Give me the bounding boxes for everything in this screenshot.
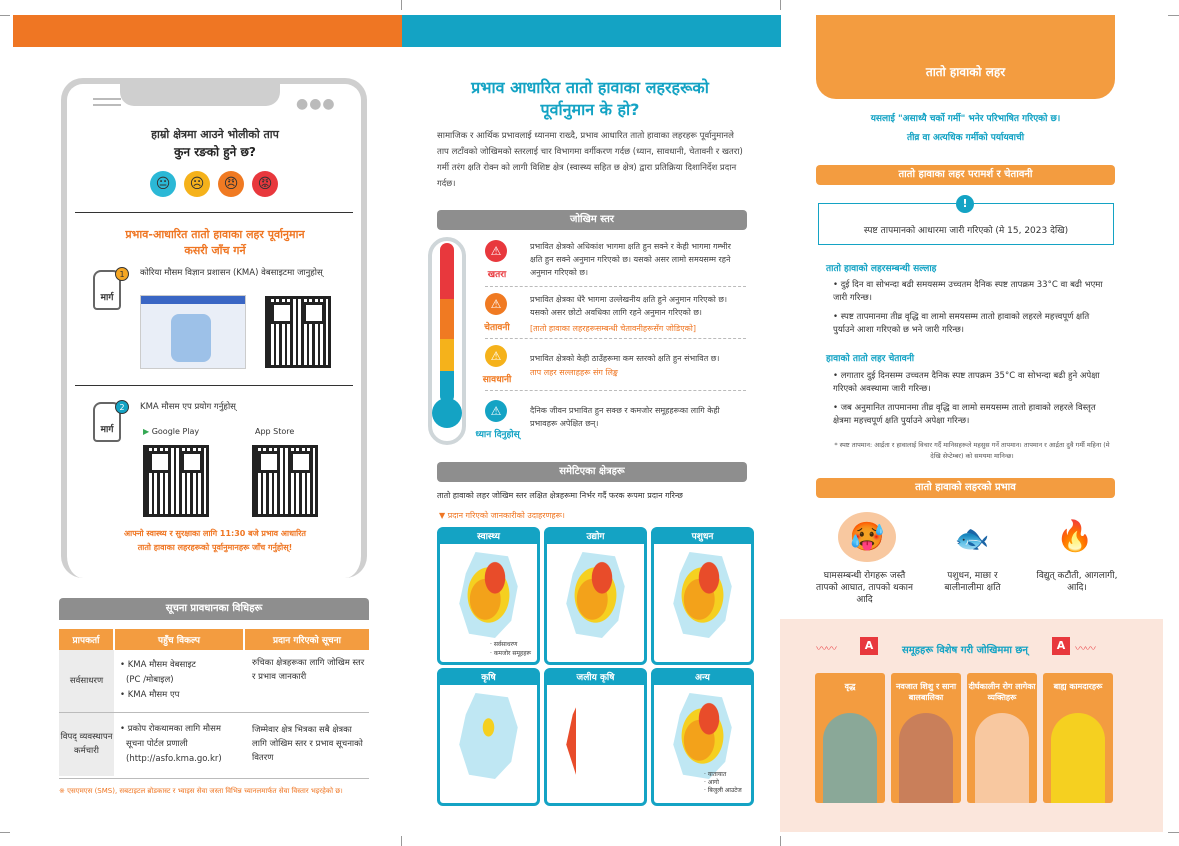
level-caution-link[interactable]: ताप लहर सल्लाहहरू संग लिङ्क [530, 368, 618, 377]
vulnerable-title: समूहहरू विशेष गरी जोखिममा छन् [902, 645, 1028, 656]
divider [75, 385, 353, 386]
row-info: रुचिका क्षेत्रहरूका लागि जोखिम स्तर र प्रभाव जानकारी [252, 658, 365, 682]
access-line: • KMA मौसम एप [120, 690, 180, 701]
access-line: • KMA मौसम वेबसाइट [120, 660, 196, 671]
legend-item: · यातायात [704, 771, 727, 778]
impact-health: घामसम्बन्धी रोगहरू जस्तै तापको आघात, तापको थकान आदि [815, 571, 914, 605]
thermometer-fill [440, 243, 454, 403]
header-recipient: प्रापकर्ता [72, 636, 100, 646]
sectors-title: समेटिएका क्षेत्रहरू [437, 462, 747, 482]
sick-person-illustration [975, 713, 1029, 803]
legend-item: · सर्वसाधरण [490, 641, 518, 648]
examples-label: ▼ प्रदान गरिएको जानकारीको उदाहरणहरू। [439, 511, 565, 520]
sector-tile-health [437, 527, 540, 665]
level-danger: खतरा [487, 270, 507, 280]
level-warning: चेतावनी [484, 323, 510, 333]
access-line: (PC /मोबाइल) [126, 675, 174, 686]
sector-tile-livestock [651, 527, 754, 665]
how-title-2: कसरी जाँच गर्ने [184, 244, 246, 257]
heatwave-header [816, 15, 1115, 99]
impact-power: विद्युत् कटौती, आगलागी, आदि। [1036, 571, 1118, 593]
tile-title: अन्य [654, 671, 751, 685]
step-number-1: 1 [115, 267, 129, 281]
level-caution: सावधानी [482, 375, 512, 385]
sector-tile-industry [544, 527, 647, 665]
row-info: जिम्मेवार क्षेत्र भित्रका सबै क्षेत्रका लागि जोखिम स्तर र प्रभाव सूचनाको वितरण [252, 725, 363, 764]
advisory-bullet-1: • दुई दिन वा सोभन्दा बढी समयसम्म उच्चतम दैनिक स्पष्ट तापक्रम 33°C वा बढी भएमा जारी गरिन्छ। [833, 280, 1103, 303]
table-row [59, 712, 369, 776]
sector-tile-agriculture [437, 668, 540, 806]
table-row [59, 650, 369, 712]
level-caution-text: प्रभावित क्षेत्रको केही ठाउँहरूमा कम स्तरको क्षति हुन संभावित छ। [530, 354, 720, 363]
crop-mark [1168, 832, 1179, 833]
menu-icon-line [93, 104, 121, 106]
korea-map [456, 693, 521, 779]
phone-question-1: हाम्रो क्षेत्रमा आउने भोलीको ताप [151, 128, 279, 141]
definition-1: यसलाई "असाध्यै चर्को गर्मी" भनेर परिभाषित गरिएको छ। [870, 114, 1061, 124]
warning-heading: हावाको तातो लहर चेतावनी [826, 354, 915, 364]
menu-icon [93, 98, 121, 100]
intro-paragraph: सामाजिक र आर्थिक प्रभावलाई ध्यानमा राख्दै, प्रभाव आधारित तातो हावाका लहरहरू पूर्वानुमानले ताप लटाँवको जोखिमको स्तरलाई चार विभागमा वर्गीकरण गर्दछ (ध्यान, सावधानी, चेतावनी र खतरा) गर्मी तरंग क्षति रोक्न को लागी विशिष्ट क्षेत्र (स्वास्थ्य सहित छ क्षेत्र) द्वारा प्रतिक्रिया दिशानिर्देश प्रदान गर्दछ। [437, 131, 743, 189]
warning-bullet-1: • लगातार दुई दिनसम्म उच्चतम दैनिक स्पष्ट तापक्रम 35°C वा सोभन्दा बढी हुने अपेक्षा गरिएको अवस्थामा जारी गरिन्छ। [833, 371, 1100, 394]
risk-level-title: जोखिम स्तर [437, 210, 747, 230]
thermometer-bulb [432, 398, 462, 428]
tile-title: उद्योग [547, 530, 644, 544]
elderly-illustration [823, 713, 877, 803]
siren-icon: ⚠ [485, 345, 507, 367]
phone-question-2: कुन रङको हुने छ? [174, 145, 256, 159]
heat-illness-icon: 🥵 [838, 512, 896, 562]
crop-mark [780, 836, 781, 846]
access-line: (http://asfo.kma.go.kr) [126, 753, 222, 764]
definition-2: तीव्र वा अत्यधिक गर्मीको पर्यायवाची [906, 133, 1025, 143]
crop-mark [0, 15, 10, 16]
how-title-1: प्रभाव-आधारित तातो हावाका लहर पूर्वानुमान [125, 228, 305, 241]
row-recipient: सर्वसाधरण [59, 650, 114, 712]
impact-title: तातो हावाको लहरको प्रभाव [816, 478, 1115, 498]
child-illustration [899, 713, 953, 803]
impact-livestock: पशुधन, माछा र बालीनालीमा क्षति [944, 571, 1001, 593]
group-elderly [815, 673, 885, 803]
group-chronic-disease [967, 673, 1037, 803]
issued-note: स्पष्ट तापमानको आधारमा जारी गरिएको (मे 15, 2023 देखि) [863, 226, 1069, 236]
step-1-text: कोरिया मौसम विज्ञान प्रशासन (KMA) वेबसाइटमा जानुहोस् [140, 268, 323, 278]
siren-icon: ⚠ [485, 293, 507, 315]
footnote: ※ एसएमएस (SMS), सबटाइटल ब्रोडकास्ट र भ्वाइस सेवा जस्ता विभिन्न च्यानलमार्फत सेवा विस्तार भइरहेको छ। [59, 787, 343, 795]
table-bottom-line [59, 778, 369, 779]
google-play-qr-code[interactable] [143, 445, 209, 517]
header-access: पहुँच विकल्प [114, 629, 244, 650]
crop-mark [1168, 15, 1179, 16]
app-store-label: App Store [255, 427, 295, 436]
dead-fish-icon: 🐟 [954, 522, 990, 555]
korea-map [670, 552, 735, 638]
group-outdoor-workers [1043, 673, 1113, 803]
phone-notch [120, 78, 280, 106]
google-play-label: ▶ Google Play [143, 427, 200, 436]
row-recipient: विपद् व्यवस्थापन कर्मचारी [59, 712, 114, 776]
worker-illustration [1051, 713, 1105, 803]
step-2-text: KMA मौसम एप प्रयोग गर्नुहोस् [140, 402, 236, 412]
zigzag-decoration: 〰〰 [1075, 642, 1095, 655]
sector-tile-aquaculture [544, 668, 647, 806]
google-play-icon: ▶ [143, 427, 150, 436]
korea-map [456, 552, 521, 638]
crop-mark [0, 832, 10, 833]
korea-map [563, 552, 628, 638]
legend-item: · आगो [704, 779, 719, 786]
header-info: प्रदान गरिएको सूचना [244, 629, 369, 650]
sector-tile-other [651, 668, 754, 806]
dots-icon: ●●● [296, 96, 336, 112]
group-label: वृद्ध [844, 682, 856, 691]
main-title-1: प्रभाव आधारित तातो हावाका लहरहरूको [471, 78, 709, 97]
angry-face-icon: 😠 [218, 171, 244, 197]
level-warning-text: प्रभावित क्षेत्रका धेरै भागमा उल्लेखनीय क्षति हुने अनुमान गरिएको छ। यसको असर छोटो अवधिका लागि रहने अनुमान गरिएको छ। [530, 295, 727, 317]
very-angry-face-icon: 😡 [252, 171, 278, 197]
sectors-intro: तातो हावाको लहर जोखिम स्तर लक्षित क्षेत्रहरूमा निर्भर गर्दै फरक रूपमा प्रदान गरिन्छ [437, 491, 683, 500]
apparent-temp-note: * स्पष्ट तापमान: आर्द्रता र हावालाई विचार गर्दै मानिसहरूले महसुस गर्ने तापमान। तापमान र आर्द्रता दुवै गर्मी महिना (मे देखि सेप्टेम्बर) को समयमा मानिन्छ। [834, 441, 1110, 460]
crop-mark [401, 836, 402, 846]
crop-mark [401, 0, 402, 10]
access-line: • प्रकोप रोकथामका लागि मौसम [120, 723, 221, 734]
divider [75, 212, 353, 213]
kma-website-screenshot [140, 295, 246, 369]
level-attention-text: दैनिक जीवन प्रभावित हुन सक्छ र कमजोर समूहहरूका लागि केही प्रभावहरू अपेक्षित छन्। [530, 406, 720, 428]
access-line: सूचना पोर्टल प्रणाली [126, 738, 188, 749]
legend-item: · बिजुली आउटेज [704, 787, 742, 794]
korea-map [563, 693, 628, 779]
heatwave-title: तातो हावाको लहर [925, 65, 1006, 79]
siren-icon: ⚠ [485, 240, 507, 262]
group-label: बाह्य कामदारहरू [1053, 682, 1103, 691]
fire-icon: 🔥 [1056, 519, 1094, 554]
crop-mark [780, 0, 781, 10]
neutral-face-icon: 😐 [150, 171, 176, 197]
tile-title: जलीय कृषि [547, 671, 644, 685]
group-children [891, 673, 961, 803]
main-title-2: पूर्वानुमान के हो? [540, 100, 640, 119]
advisory-bullet-2: • स्पष्ट तापमानमा तीव्र वृद्धि वा लामो समयसम्म तातो हावाको लहरले महत्त्वपूर्ण क्षति पुर्याउने आशा गरिएको छ भने जारी गरिन्छ। [833, 312, 1090, 335]
kma-website-qr-code[interactable] [265, 296, 331, 368]
hand-pointer-icon: मार्ग [93, 270, 121, 310]
warning-bullet-2: • जब अनुमानित तापमानमा तीव्र वृद्धि वा लामो समयसम्म तातो हावाको लहरले विस्तृत क्षेत्रमा महत्त्वपूर्ण क्षति पुर्याउने अपेक्षा गरिन्छ। [833, 403, 1096, 426]
tile-title: कृषि [440, 671, 537, 685]
warning-sign-icon: A [860, 637, 878, 655]
legend-item: · कमजोर समूहहरू [490, 650, 532, 657]
app-store-qr-code[interactable] [252, 445, 318, 517]
table-title: सूचना प्रावधानका विधिहरू [59, 598, 369, 620]
tile-title: स्वास्थ्य [440, 530, 537, 544]
teal-top-band [402, 15, 781, 47]
group-label: दीर्घकालीन रोग लागेका व्यक्तिहरू [968, 682, 1036, 702]
orange-top-band [13, 15, 402, 47]
tile-title: पशुधन [654, 530, 751, 544]
level-danger-text: प्रभावित क्षेत्रको अधिकांश भागमा क्षति हुन सक्ने र केही भागमा गम्भीर क्षति हुन सक्ने अनुमान गरिएको छ। यसको असर लामो समयसम्म रहने अनुमान गरिएको छ। [530, 242, 731, 277]
hand-pointer-icon: मार्ग [93, 402, 121, 442]
sad-face-icon: ☹ [184, 171, 210, 197]
siren-icon: ⚠ [485, 400, 507, 422]
info-provision-table [59, 629, 369, 776]
warning-sign-icon: A [1052, 637, 1070, 655]
step-number-2: 2 [115, 400, 129, 414]
level-attention: ध्यान दिनुहोस् [475, 430, 520, 440]
check-note-1: आफ्नो स्वास्थ्य र सुरक्षाका लागि 11:30 बजे प्रभाव आधारित [124, 529, 306, 538]
level-warning-link[interactable]: [तातो हावाका लहरहरूसम्बन्धी चेतावनीहरूसँग जोडिएको] [530, 324, 696, 333]
info-icon: ! [956, 195, 974, 213]
group-label: नवजात शिशु र साना बालबालिका [895, 682, 957, 702]
check-note-2: तातो हावाका लहरहरूको पूर्वानुमानहरू जाँच गर्नुहोस्! [137, 543, 293, 552]
advisory-heading: तातो हावाको लहरसम्बन्धी सल्लाह [826, 264, 937, 274]
korea-map [670, 693, 735, 779]
advisory-title: तातो हावाका लहर परामर्श र चेतावनी [816, 165, 1115, 185]
zigzag-decoration: 〰〰 [816, 642, 836, 655]
